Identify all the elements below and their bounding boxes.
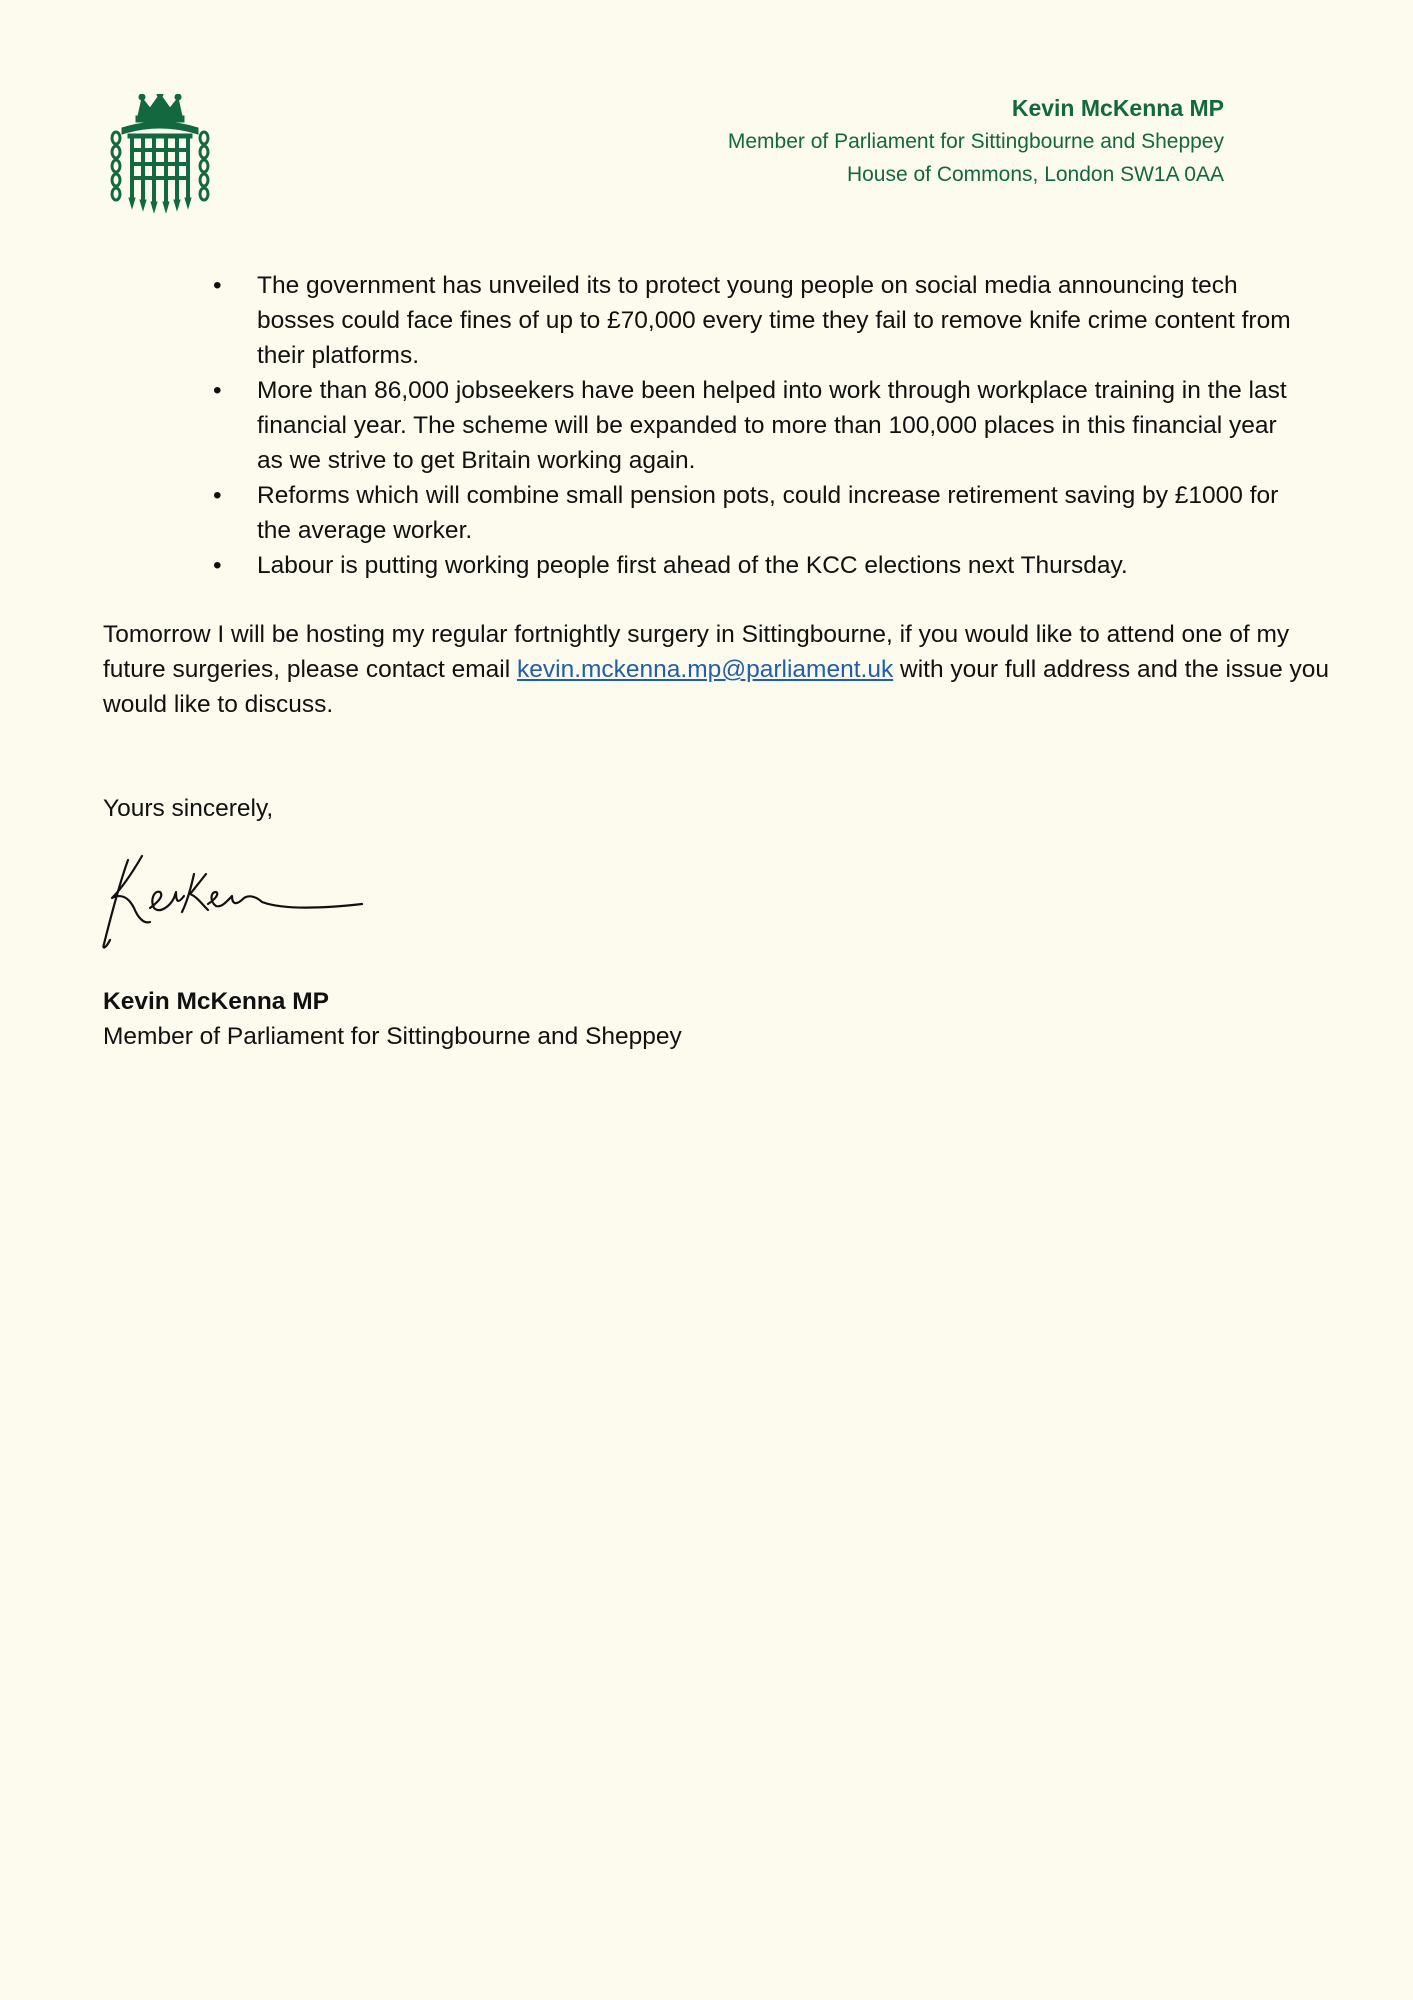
bullet-list bbox=[205, 268, 1305, 583]
letterhead-role: Member of Parliament for Sittingbourne and Sheppey bbox=[727, 130, 1224, 153]
letterhead-name: Kevin McKenna MP bbox=[1011, 95, 1224, 121]
portcullis-icon bbox=[108, 94, 212, 214]
signatory-name: Kevin McKenna MP bbox=[103, 988, 329, 1015]
surgery-paragraph bbox=[103, 617, 1343, 722]
letterhead-address: House of Commons, London SW1A 0AA bbox=[846, 163, 1224, 186]
paragraph-text-after: with your full address and the issue you would like to discuss. bbox=[103, 656, 1329, 718]
signature bbox=[98, 852, 373, 952]
list-item: • The government has unveiled its to protect young people on social media announcing tech bosses could face fines of up to £70,000 every time they fail to remove knife crime content from their platforms. bbox=[205, 268, 1305, 373]
closing: Yours sincerely, bbox=[103, 795, 274, 822]
list-item: • Labour is putting working people first ahead of the KCC elections next Thursday. bbox=[205, 548, 1305, 583]
list-item: • Reforms which will combine small pension pots, could increase retirement saving by £1000 for the average worker. bbox=[205, 478, 1305, 548]
list-item: • More than 86,000 jobseekers have been helped into work through workplace training in the last financial year. The scheme will be expanded to more than 100,000 places in this financial year as we strive to get Britain working again. bbox=[205, 373, 1305, 478]
letterhead bbox=[728, 92, 1224, 191]
signatory-title: Member of Parliament for Sittingbourne and Sheppey bbox=[103, 1023, 682, 1050]
paragraph-text-before: Tomorrow I will be hosting my regular fortnightly surgery in Sittingbourne, if you would like to attend one of my future surgeries, please contact email bbox=[103, 621, 1290, 683]
email-link[interactable]: kevin.mckenna.mp@parliament.uk bbox=[517, 656, 894, 683]
